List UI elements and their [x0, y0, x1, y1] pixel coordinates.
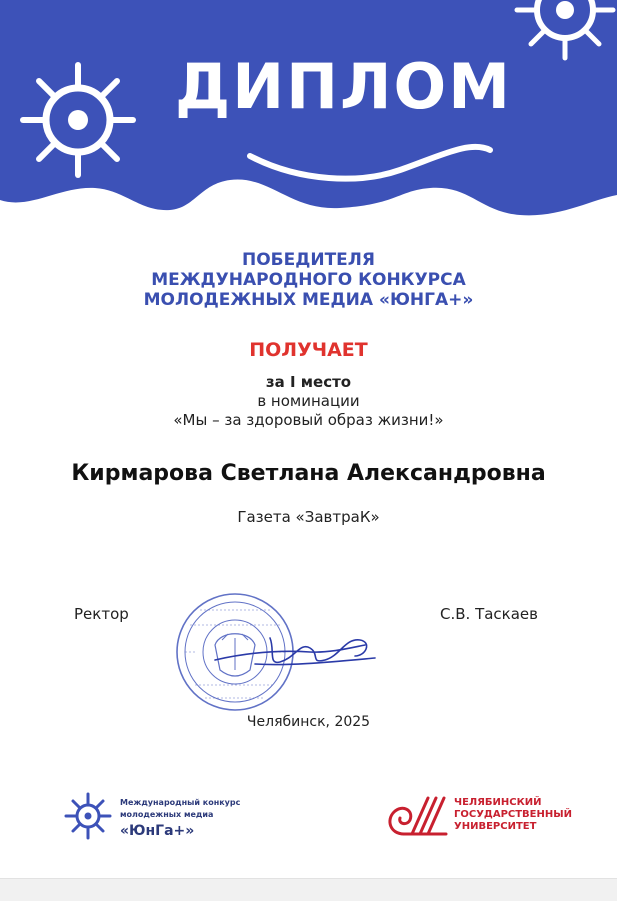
winner-heading	[0, 250, 617, 310]
nomination-name: «Мы – за здоровый образ жизни!»	[173, 411, 444, 429]
recipient-name: Кирмарова Светлана Александровна	[71, 461, 546, 486]
winner-line-2: МЕЖДУНАРОДНОГО КОНКУРСА	[151, 270, 466, 290]
receives-label: ПОЛУЧАЕТ	[249, 339, 368, 361]
diploma-title: ДИПЛОМ	[175, 50, 512, 123]
recipient-organization: Газета «ЗавтраК»	[237, 508, 380, 526]
yunga-logo-line-2: молодежных медиа	[120, 810, 214, 819]
award-place: за I место	[265, 373, 352, 391]
yunga-logo-icon	[62, 790, 114, 842]
yunga-logo-line-1: Международный конкурс	[120, 798, 241, 807]
csu-logo-line-2: ГОСУДАРСТВЕННЫЙ	[454, 809, 572, 820]
csu-logo-icon	[384, 794, 448, 840]
city-year: Челябинск, 2025	[246, 714, 371, 730]
handwritten-signature	[215, 638, 375, 665]
signer-role: Ректор	[74, 605, 129, 623]
csu-logo-line-1: ЧЕЛЯБИНСКИЙ	[454, 797, 542, 808]
winner-line-1: ПОБЕДИТЕЛЯ	[241, 250, 376, 270]
bottom-bar	[0, 878, 617, 901]
csu-logo-line-3: УНИВЕРСИТЕТ	[454, 821, 537, 832]
yunga-logo-name: «ЮнГа+»	[120, 823, 195, 839]
signer-name: С.В. Таскаев	[440, 605, 538, 623]
csu-logo-text	[454, 797, 572, 833]
winner-line-3: МОЛОДЕЖНЫХ МЕДИА «ЮНГА+»	[143, 290, 474, 310]
nomination-label: в номинации	[257, 392, 360, 410]
official-stamp	[160, 590, 390, 720]
award-block	[0, 373, 617, 430]
yunga-logo-text	[120, 797, 240, 837]
